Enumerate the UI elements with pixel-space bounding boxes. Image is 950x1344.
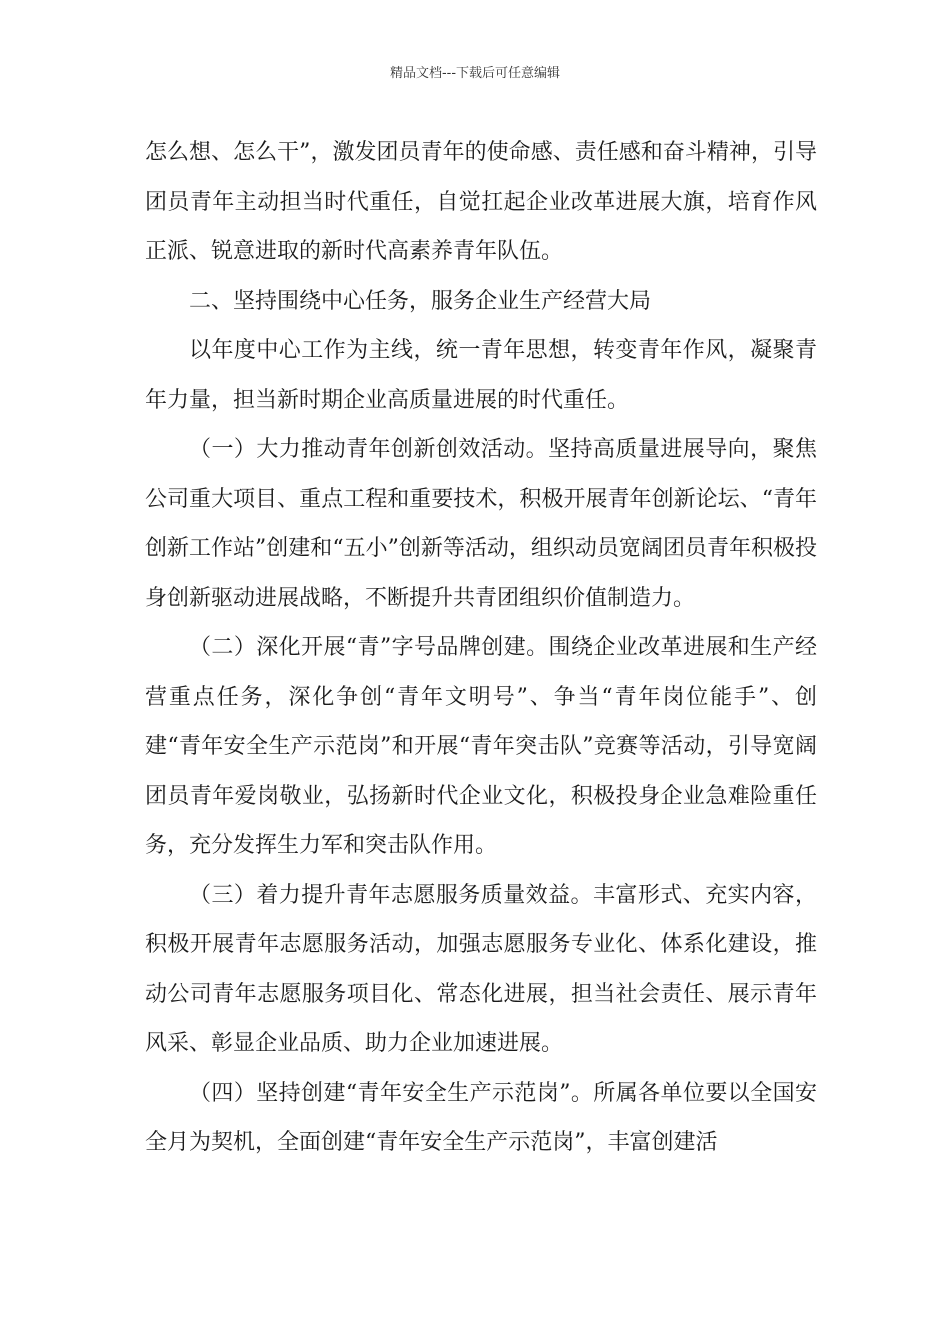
paragraph-item-4: （四）坚持创建“青年安全生产示范岗”。所属各单位要以全国安全月为契机，全面创建“青年安全生产示范岗”，丰富创建活 [145,1080,817,1155]
paragraph-item-3: （三）着力提升青年志愿服务质量效益。丰富形式、充实内容，积极开展青年志愿服务活动，加强志愿服务专业化、体系化建设，推动公司青年志愿服务项目化、常态化进展，担当社会责任、展示青年风采、彰显企业品质、助力企业加速进展。 [145,882,817,1056]
paragraph-item-1: （一）大力推动青年创新创效活动。坚持高质量进展导向，聚焦公司重大项目、重点工程和重要技术，积极开展青年创新论坛、“青年创新工作站”创建和“五小”创新等活动，组织动员宽阔团员青年积极投身创新驱动进展战略，不断提升共青团组织价值制造力。 [145,437,817,611]
paragraph-intro: 以年度中心工作为主线，统一青年思想，转变青年作风，凝聚青年力量，担当新时期企业高质量进展的时代重任。 [145,338,817,413]
page-header: 精品文档---下载后可任意编辑 [389,66,561,81]
section-heading: 二、坚持围绕中心任务，服务企业生产经营大局 [189,288,652,314]
document-body [145,128,817,1168]
paragraph-continuation: 怎么想、怎么干”，激发团员青年的使命感、责任感和奋斗精神，引导团员青年主动担当时代重任，自觉扛起企业改革进展大旗，培育作风正派、锐意进取的新时代高素养青年队伍。 [145,140,817,264]
paragraph-item-2: （二）深化开展“青”字号品牌创建。围绕企业改革进展和生产经营重点任务，深化争创“青年文明号”、争当“青年岗位能手”、创建“青年安全生产示范岗”和开展“青年突击队”竞赛等活动，引导宽阔团员青年爱岗敬业，弘扬新时代企业文化，积极投身企业急难险重任务，充分发挥生力军和突击队作用。 [145,635,817,858]
